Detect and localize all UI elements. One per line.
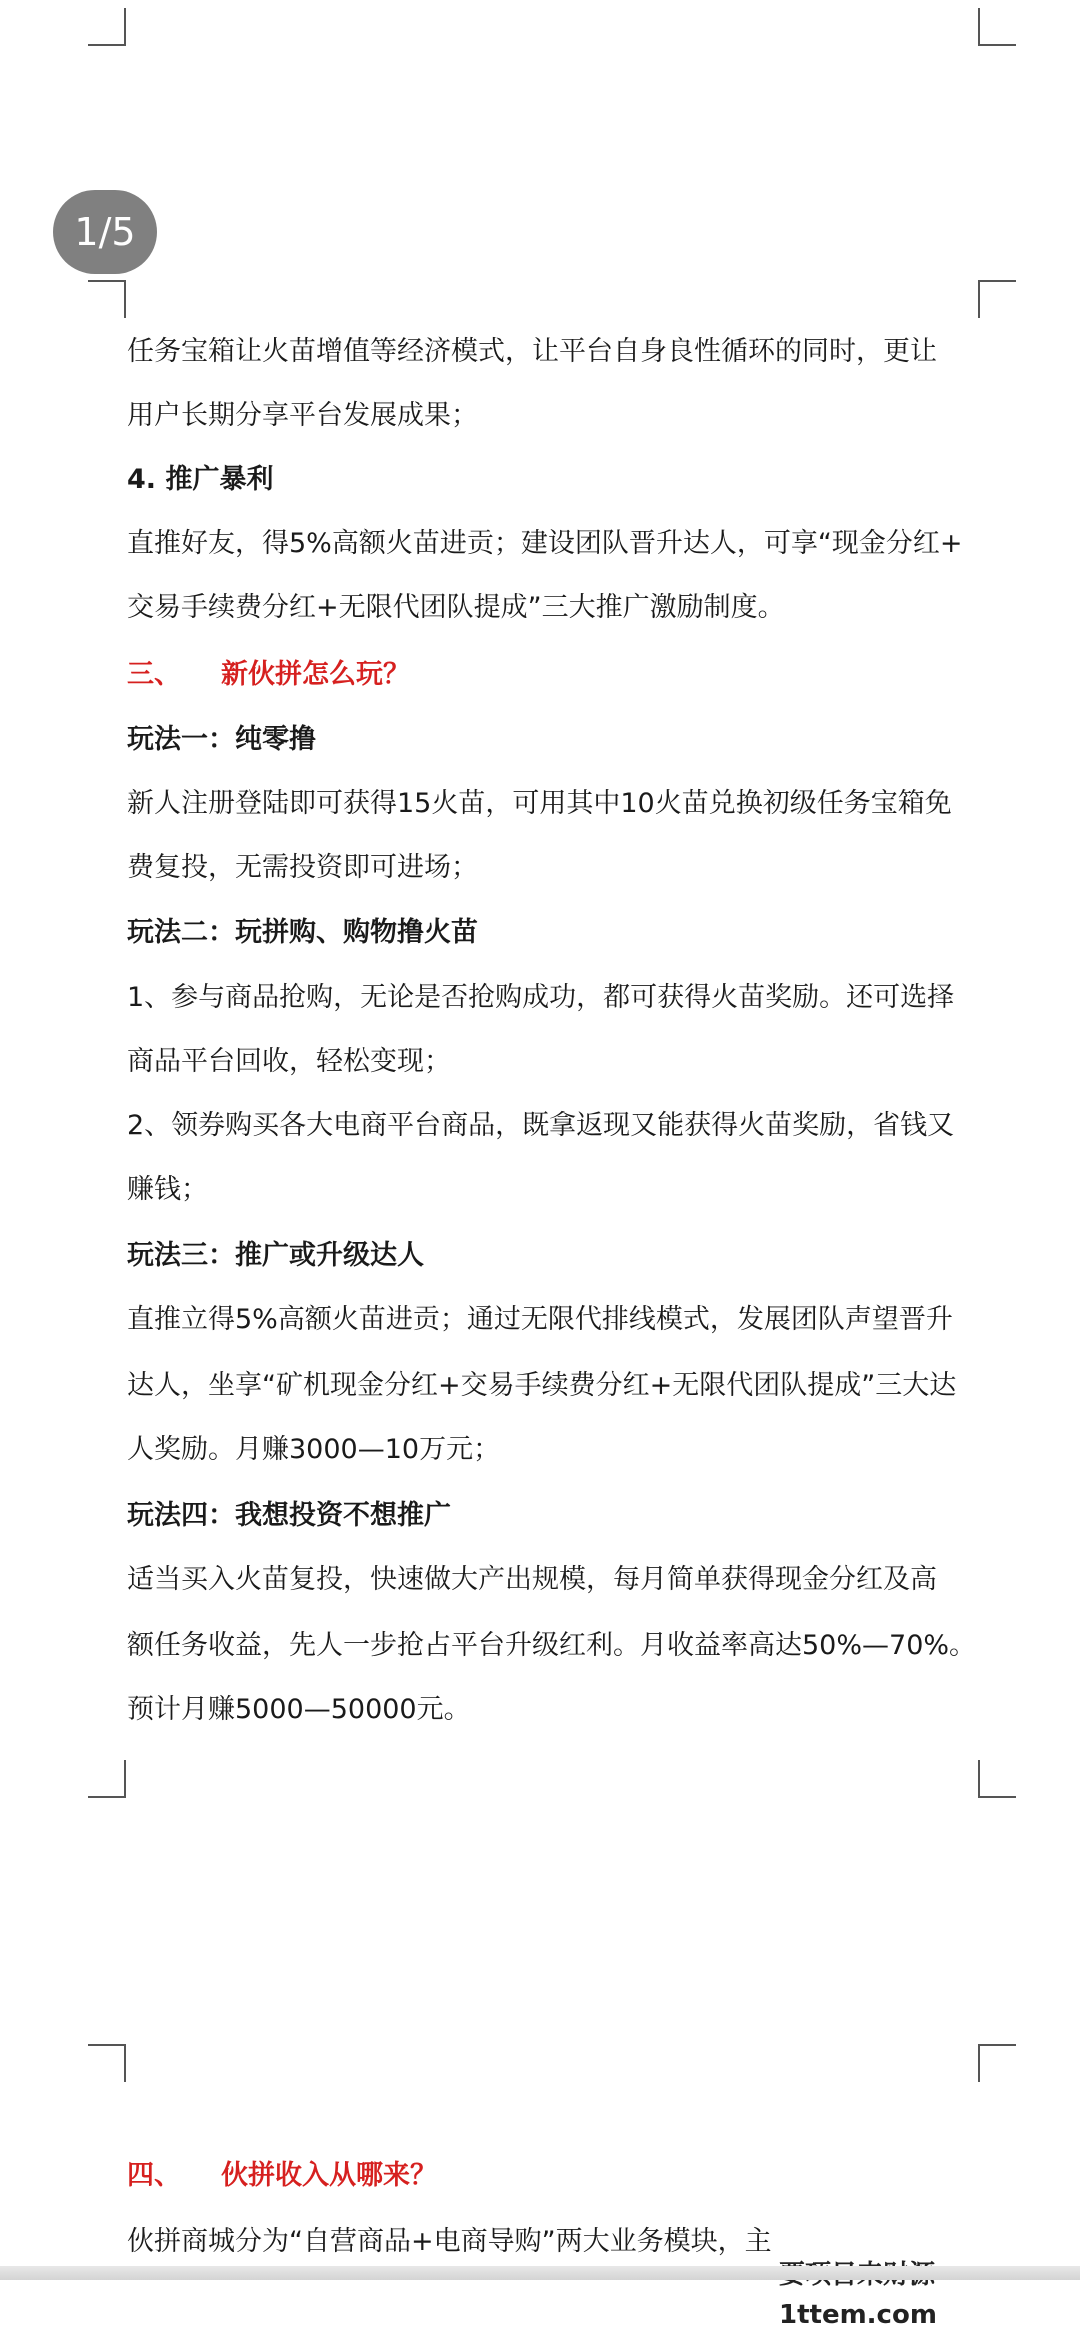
page-corner-mark bbox=[978, 1760, 1016, 1798]
paragraph-line: 赚钱； bbox=[127, 1174, 208, 1205]
paragraph-line: 新人注册登陆即可获得15火苗，可用其中10火苗兑换初级任务宝箱免 bbox=[127, 788, 952, 819]
paragraph-line: 用户长期分享平台发展成果； bbox=[127, 400, 478, 431]
page-corner-mark bbox=[88, 2044, 126, 2082]
section-heading-four bbox=[127, 2156, 1027, 2196]
paragraph-line: 达人，坐享“矿机现金分红+交易手续费分红+无限代团队提成”三大达 bbox=[127, 1370, 957, 1401]
paragraph-line: 预计月赚5000—50000元。 bbox=[127, 1694, 471, 1725]
play-heading-4: 玩法四：我想投资不想推广 bbox=[127, 1500, 451, 1531]
page-corner-mark bbox=[88, 8, 126, 46]
section-number: 三、 bbox=[127, 659, 181, 690]
play-heading-3: 玩法三：推广或升级达人 bbox=[127, 1240, 424, 1271]
paragraph-line: 直推立得5%高额火苗进贡；通过无限代排线模式，发展团队声望晋升 bbox=[127, 1304, 953, 1335]
play-heading-1: 玩法一：纯零撸 bbox=[127, 724, 316, 755]
paragraph-line: 伙拼商城分为“自营商品+电商导购”两大业务模块，主 bbox=[127, 2226, 772, 2257]
page-corner-mark bbox=[978, 280, 1016, 318]
paragraph-line: 交易手续费分红+无限代团队提成”三大推广激励制度。 bbox=[127, 592, 785, 623]
page-corner-mark bbox=[88, 1760, 126, 1798]
page-corner-mark bbox=[978, 8, 1016, 46]
site-watermark: 1ttem.com bbox=[775, 2255, 1080, 2335]
paragraph-line: 费复投，无需投资即可进场； bbox=[127, 852, 478, 883]
subheading: 4. 推广暴利 bbox=[127, 464, 274, 495]
paragraph-line: 额任务收益，先人一步抢占平台升级红利。月收益率高达50%—70%。 bbox=[127, 1630, 977, 1661]
paragraph-line: 任务宝箱让火苗增值等经济模式，让平台自身良性循环的同时，更让 bbox=[127, 336, 937, 367]
section-number: 四、 bbox=[127, 2160, 181, 2191]
paragraph-line: 商品平台回收，轻松变现； bbox=[127, 1046, 451, 1077]
section-heading-three bbox=[127, 655, 1027, 695]
paragraph-line: 人奖励。月赚3000—10万元； bbox=[127, 1434, 501, 1465]
section-title: 伙拼收入从哪来？ bbox=[221, 2160, 437, 2191]
paragraph-line: 直推好友，得5%高额火苗进贡；建设团队晋升达人，可享“现金分红+ bbox=[127, 528, 963, 559]
play-heading-2: 玩法二：玩拼购、购物撸火苗 bbox=[127, 917, 478, 948]
paragraph-line: 1、参与商品抢购，无论是否抢购成功，都可获得火苗奖励。还可选择 bbox=[127, 982, 955, 1013]
bottom-toolbar bbox=[0, 2266, 1080, 2280]
section-title: 新伙拼怎么玩？ bbox=[221, 659, 410, 690]
page-corner-mark bbox=[978, 2044, 1016, 2082]
page-indicator-badge[interactable]: 1/5 bbox=[53, 190, 157, 274]
paragraph-line: 适当买入火苗复投，快速做大产出规模，每月简单获得现金分红及高 bbox=[127, 1564, 937, 1595]
page-corner-mark bbox=[88, 280, 126, 318]
paragraph-line: 2、领券购买各大电商平台商品，既拿返现又能获得火苗奖励，省钱又 bbox=[127, 1110, 955, 1141]
